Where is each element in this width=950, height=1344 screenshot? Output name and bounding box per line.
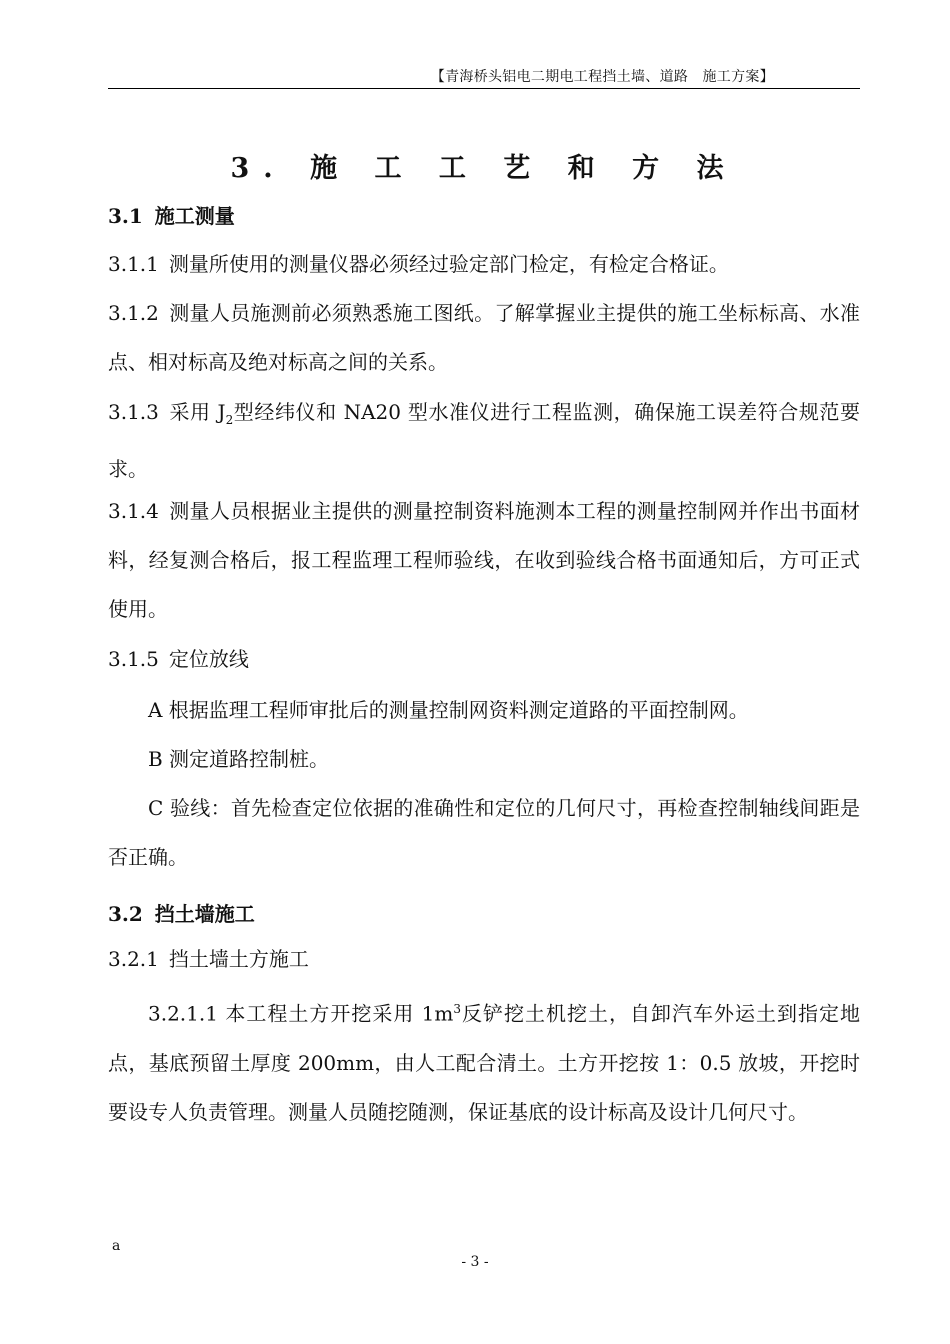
page-number: - 3 - <box>461 1254 489 1270</box>
paragraph-3-1-4 <box>108 487 860 634</box>
paragraph-number: 3.2.1 <box>108 947 159 971</box>
paragraph-3-2-1-1 <box>108 985 860 1137</box>
page-header <box>108 62 860 89</box>
section-heading-3-1 <box>108 200 235 229</box>
paragraph-text: 挡土墙土方施工 <box>168 947 309 971</box>
paragraph-text: 定位放线 <box>168 647 249 671</box>
subscript: 2 <box>225 413 234 427</box>
chapter-title: 3. 施 工 工 艺 和 方 法 <box>230 153 738 184</box>
section-title: 施工测量 <box>154 204 235 228</box>
paragraph-text-cont: 反铲挖土机挖土，自卸汽车外运土到指定地点，基底预留土厚度 200mm，由人工配合清土。土方开挖按 1：0.5 放坡，开挖时要设专人负责管理。测量人员随挖随测，保证基底的设计标高及设计几何尺寸。 <box>108 1001 861 1124</box>
paragraph-number: 3.1.1 <box>108 252 159 276</box>
paragraph-3-2-1 <box>108 935 860 984</box>
paragraph-3-1-5 <box>108 635 860 684</box>
paragraph-3-1-2 <box>108 289 860 387</box>
section-number: 3.2 <box>108 902 143 926</box>
paragraph-text-cont: 型经纬仪和 NA20 型水准仪进行工程监测，确保施工误差符合规范要求。 <box>108 400 861 481</box>
superscript: 3 <box>453 1002 462 1016</box>
list-item-c: C 验线：首先检查定位依据的准确性和定位的几何尺寸，再检查控制轴线间距是否正确。 <box>108 796 860 869</box>
paragraph-number: 3.1.3 <box>108 400 159 424</box>
paragraph-text: 测量人员施测前必须熟悉施工图纸。了解掌握业主提供的施工坐标标高、水准点、相对标高及绝对标高之间的关系。 <box>108 301 860 374</box>
paragraph-3-1-3 <box>108 388 860 494</box>
section-heading-3-2 <box>108 898 255 927</box>
paragraph-3-1-1 <box>108 240 860 289</box>
section-number: 3.1 <box>108 204 143 228</box>
footnote-mark: a <box>112 1238 121 1254</box>
list-item-a: A 根据监理工程师审批后的测量控制网资料测定道路的平面控制网。 <box>148 698 749 722</box>
paragraph-number: 3.1.5 <box>108 647 159 671</box>
paragraph-text: 测量所使用的测量仪器必须经过验定部门检定，有检定合格证。 <box>168 252 729 276</box>
paragraph-number: 3.1.4 <box>108 499 159 523</box>
list-item-b: B 测定道路控制桩。 <box>148 747 330 771</box>
header-text: 【青海桥头铝电二期电工程挡土墙、道路 施工方案】 <box>430 69 774 85</box>
section-title: 挡土墙施工 <box>154 902 255 926</box>
paragraph-number: 3.1.2 <box>108 301 159 325</box>
paragraph-text: 采用 J <box>168 400 226 424</box>
paragraph-text: 测量人员根据业主提供的测量控制资料施测本工程的测量控制网并作出书面材料，经复测合格后，报工程监理工程师验线，在收到验线合格书面通知后，方可正式使用。 <box>108 499 860 621</box>
paragraph-text: 3.2.1.1 本工程土方开挖采用 1m <box>148 1001 454 1026</box>
